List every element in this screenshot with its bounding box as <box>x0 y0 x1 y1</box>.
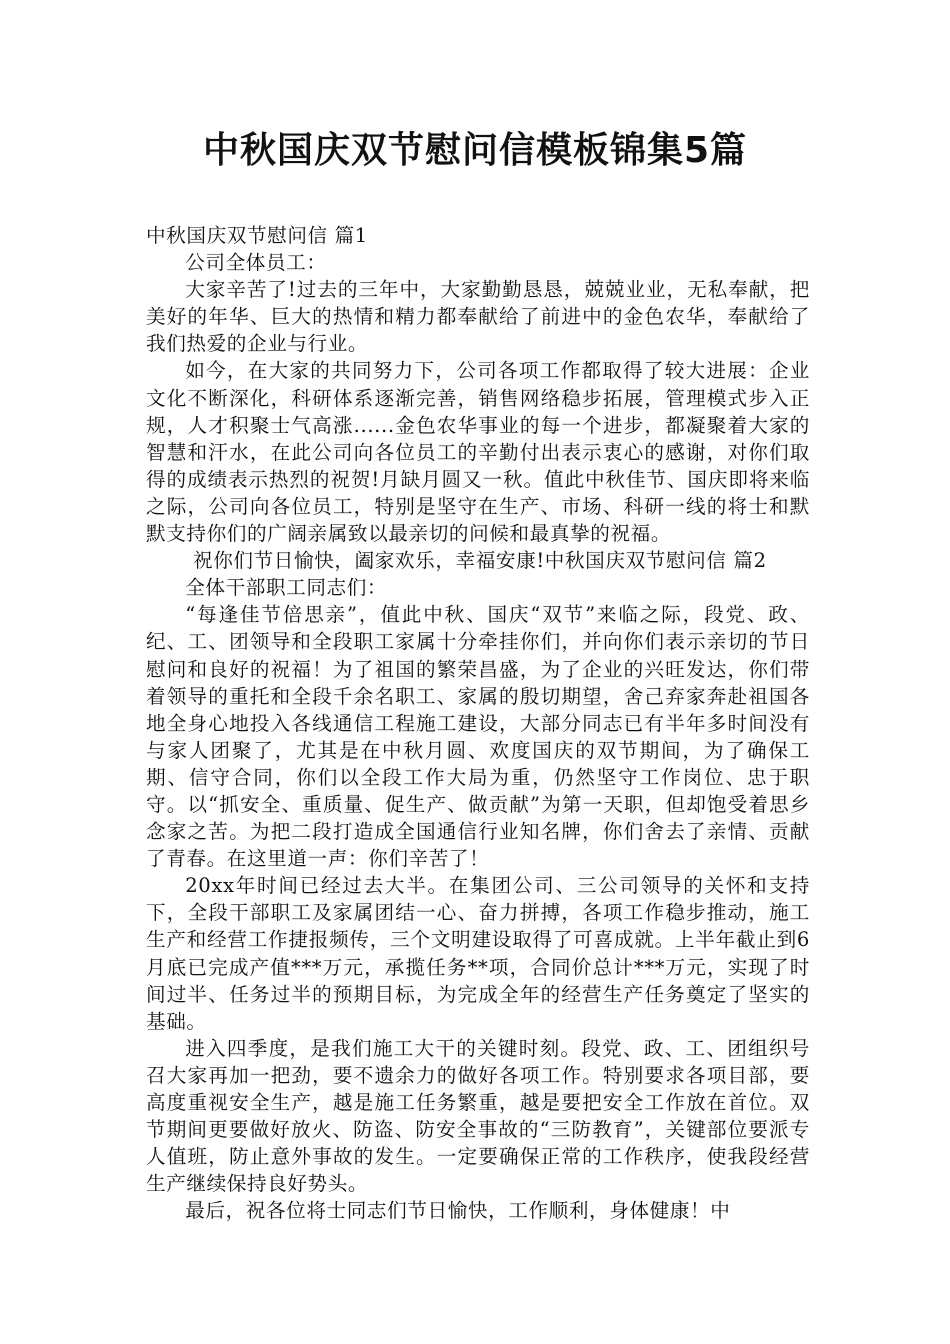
paragraph: 全体干部职工同志们： <box>185 576 388 600</box>
section-heading: 中秋国庆双节慰问信 篇1 <box>146 224 368 247</box>
paragraph: 公司全体员工： <box>185 251 327 275</box>
paragraph: “每逢佳节倍思亲”，值此中秋、国庆“双节”来临之际，段党、政、纪、工、团领导和全段职工家属十分牵挂你们，并向你们表示亲切的节日慰问和良好的祝福！为了祖国的繁荣昌盛，为了企业的兴旺发达，你们带着领导的重托和全段千余名职工、家属的殷切期望，舍己弃家奔赴祖国各地全身心地投入各线通信工程施工建设，大部分同志已有半年多时间没有与家人团聚了，尤其是在中秋月圆、欢度国庆的双节期间，为了确保工期、信守合同，你们以全段工作大局为重，仍然坚守工作岗位、忠于职守。以“抓安全、重质量、促生产、做贡献”为第一天职，但却饱受着思乡念家之苦。为把二段打造成全国通信行业知名牌，你们舍去了亲情、贡献了青春。在这里道一声：你们辛苦了！ <box>146 603 810 871</box>
paragraph: 20xx年时间已经过去大半。在集团公司、三公司领导的关怀和支持下，全段干部职工及家属团结一心、奋力拼搏，各项工作稳步推动，施工生产和经营工作捷报频传，三个文明建设取得了可喜成就。上半年截止到6月底已完成产值***万元，承揽任务**项，合同价总计***万元，实现了时间过半、任务过半的预期目标，为完成全年的经营生产任务奠定了坚实的基础。 <box>146 874 810 1033</box>
paragraph: 如今，在大家的共同努力下，公司各项工作都取得了较大进展：企业文化不断深化，科研体系逐渐完善，销售网络稳步拓展，管理模式步入正规，人才积聚士气高涨......金色农华事业的每一个进步，都凝聚着大家的智慧和汗水，在此公司向各位员工的辛勤付出表示衷心的感谢，对你们取得的成绩表示热烈的祝贺!月缺月圆又一秋。值此中秋佳节、国庆即将来临之际，公司向各位员工，特别是坚守在生产、市场、科研一线的将士和默默支持你们的广阔亲属致以最亲切的问候和最真挚的祝福。 <box>146 359 810 546</box>
document-body <box>146 222 810 1224</box>
paragraph: 大家辛苦了!过去的三年中，大家勤勤恳恳，兢兢业业，无私奉献，把美好的年华、巨大的热情和精力都奉献给了前进中的金色农华，奉献给了我们热爱的企业与行业。 <box>146 278 810 356</box>
document-title: 中秋国庆双节慰问信模板锦集5篇 <box>202 130 748 171</box>
paragraph: 祝你们节日愉快，阖家欢乐，幸福安康!中秋国庆双节慰问信 篇2 <box>193 549 767 573</box>
paragraph: 最后，祝各位将士同志们节日愉快，工作顺利，身体健康！中 <box>185 1199 731 1223</box>
paragraph: 进入四季度，是我们施工大干的关键时刻。段党、政、工、团组织号召大家再加一把劲，要不遗余力的做好各项工作。特别要求各项目部，要高度重视安全生产，越是施工任务繁重，越是要把安全工作放在首位。双节期间更要做好放火、防盗、防安全事故的“三防教育”，关键部位要派专人值班，防止意外事故的发生。一定要确保正常的工作秩序，使我段经营生产继续保持良好势头。 <box>146 1036 810 1196</box>
